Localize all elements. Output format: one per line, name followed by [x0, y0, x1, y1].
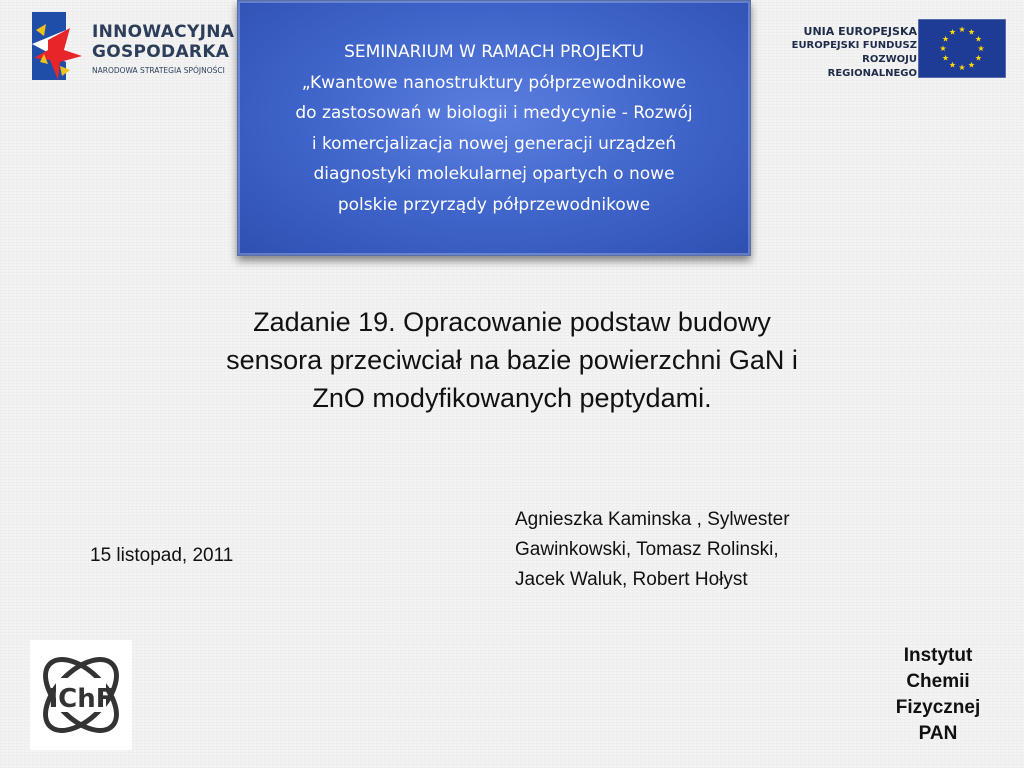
title-line: sensora przeciwciał na bazie powierzchni GaN i	[226, 345, 798, 375]
seminar-line: diagnostyki molekularnej opartych o nowe	[313, 164, 675, 184]
institute-line: Instytut	[903, 645, 973, 666]
author-line: Gawinkowski, Tomasz Rolinski,	[515, 539, 779, 560]
logo-left-line2: GOSPODARKA	[92, 42, 230, 62]
ichf-logo-icon	[30, 640, 132, 750]
seminar-line: „Kwantowe nanostruktury półprzewodnikowe	[301, 72, 687, 93]
eu-line2: EUROPEJSKI FUNDUSZ	[791, 40, 917, 51]
seminar-line: SEMINARIUM W RAMACH PROJEKTU	[344, 42, 644, 62]
institute-name	[868, 643, 1008, 747]
title-line: ZnO modyfikowanych peptydami.	[312, 383, 712, 413]
institute-line: Fizycznej	[895, 697, 981, 718]
institute-line: Chemii	[906, 671, 970, 692]
seminar-date: 15 listopad, 2011	[90, 545, 234, 566]
author-line: Jacek Waluk, Robert Hołyst	[515, 569, 748, 590]
title-line: Zadanie 19. Opracowanie podstaw budowy	[253, 307, 771, 337]
ichf-logo-text: IChF	[48, 684, 114, 714]
authors	[515, 505, 790, 595]
institute-line: PAN	[918, 723, 958, 744]
eu-line3: ROZWOJU REGIONALNEGO	[827, 54, 917, 79]
seminar-line: i komercjalizacja nowej generacji urządzeń	[311, 133, 677, 154]
logo-left-line3: NARODOWA STRATEGIA SPÓJNOŚCI	[92, 66, 225, 75]
main-title	[100, 303, 924, 417]
author-line: Agnieszka Kaminska , Sylwester	[515, 509, 790, 530]
seminar-title-box	[237, 0, 751, 256]
eu-fund-text	[782, 25, 917, 81]
seminar-line: do zastosowań w biologii i medycynie - Rozwój	[295, 103, 693, 123]
seminar-line: polskie przyrządy półprzewodnikowe	[337, 194, 651, 215]
eu-flag-icon	[918, 19, 1006, 78]
innovative-economy-flag-icon	[30, 10, 84, 82]
innowacyjna-gospodarka-logo	[30, 8, 245, 86]
eu-line1: UNIA EUROPEJSKA	[803, 25, 917, 38]
logo-left-line1: INNOWACYJNA	[92, 22, 235, 42]
